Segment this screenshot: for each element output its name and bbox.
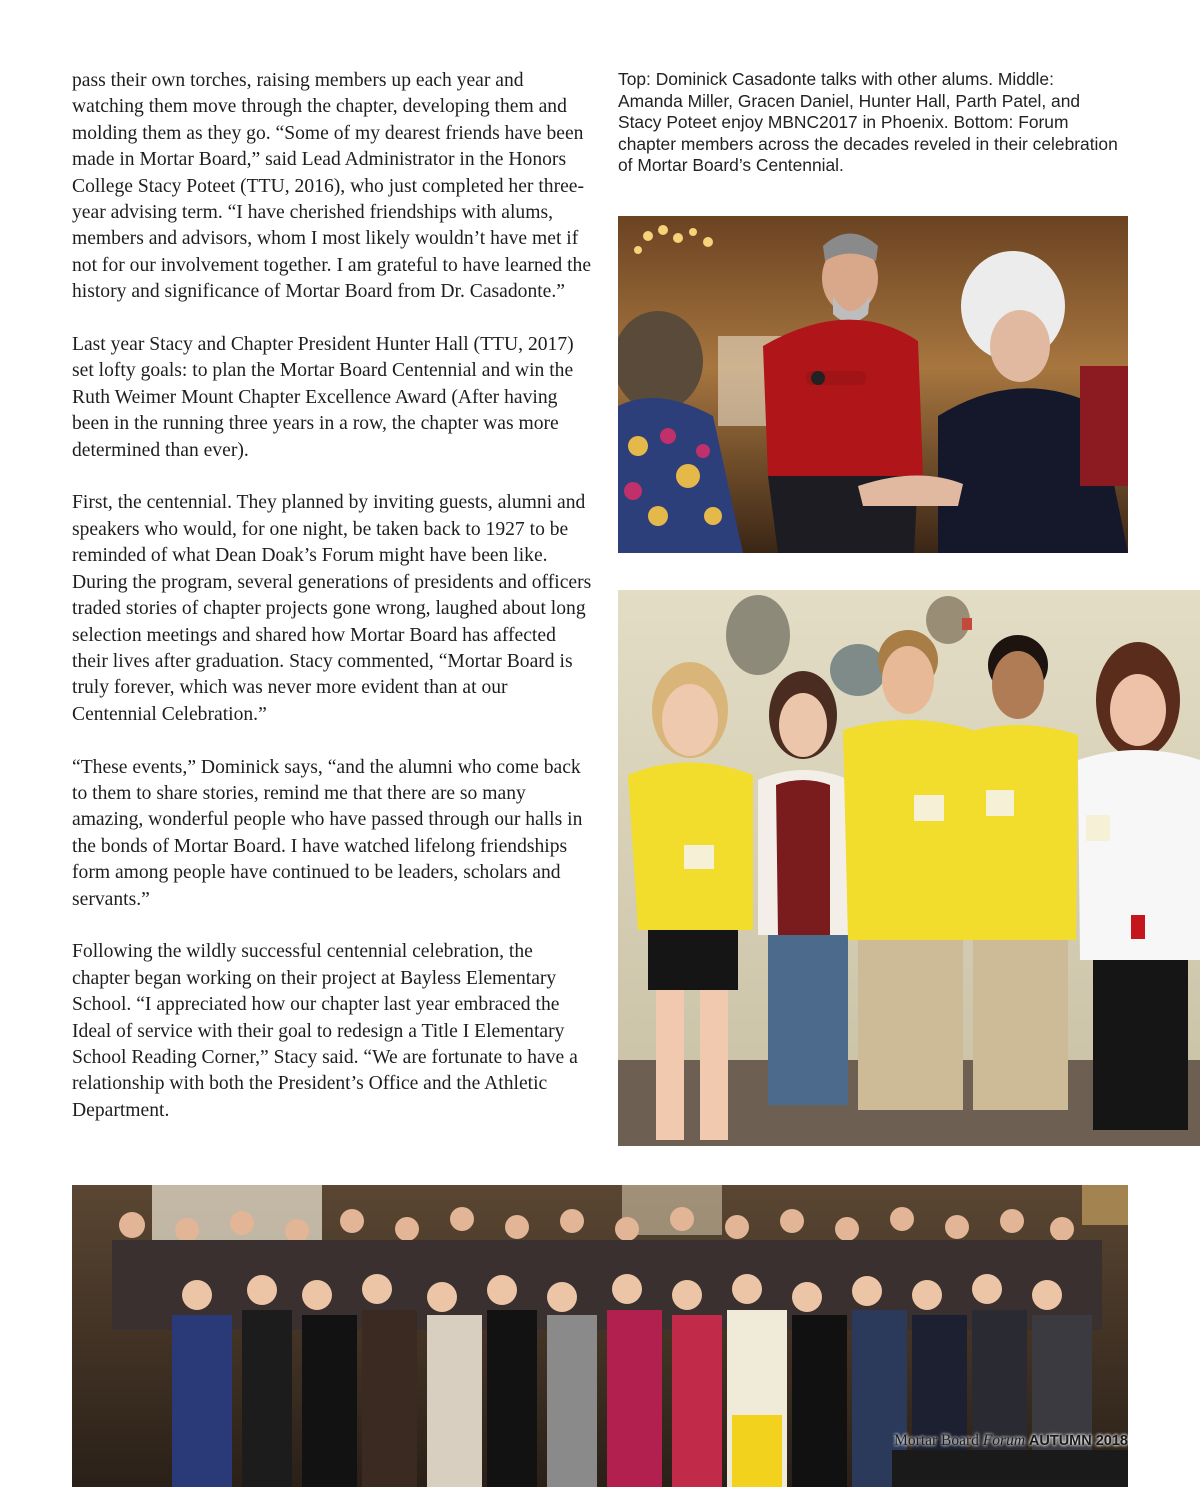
page-footer: [858, 1432, 1128, 1450]
photo-caption: Top: Dominick Casadonte talks with other alums. Middle: Amanda Miller, Gracen Daniel, Hunter Hall, Parth Patel, and Stacy Poteet enjoy MBNC2017 in Phoenix. Bottom: Forum chapter members across the decades reveled in their celebration of Mortar Board’s Centennial.: [618, 69, 1118, 175]
paragraph: pass their own torches, raising members up each year and watching them move through the chapter, developing them and molding them as they go. “Some of my dearest friends have been made in Mortar Board,” said Lead Administrator in the Honors College Stacy Poteet (TTU, 2016), who just completed her three-year advising term. “I have cherished friendships with alums, members and advisors, whom I most likely wouldn’t have met if not for our involvement together. I am grateful to have learned the history and significance of Mortar Board from Dr. Casadonte.”: [72, 70, 592, 303]
photo-middle: [618, 590, 1200, 1146]
paragraph: Following the wildly successful centennial celebration, the chapter began working on their project at Bayless Elementary School. “I appreciated how our chapter last year embraced the Ideal of service with their goal to redesign a Title I Elementary School Reading Corner,” Stacy said. “We are fortunate to have a relationship with both the President’s Office and the Athletic Department.: [72, 941, 578, 1121]
footer-magazine: Forum: [982, 1432, 1026, 1449]
paragraph: First, the centennial. They planned by inviting guests, alumni and speakers who would, for one night, be taken back to 1927 to be reminded of what Dean Doak’s Forum might have been like. During the program, several generations of presidents and officers traded stories of chapter projects gone wrong, laughed about long selection meetings and shared how Mortar Board has affected their lives after graduation. Stacy commented, “Mortar Board is truly forever, which was never more evident than at our Centennial Celebration.”: [72, 492, 592, 725]
footer-issue: AUTUMN 2018: [1028, 1433, 1128, 1449]
paragraph: Last year Stacy and Chapter President Hunter Hall (TTU, 2017) set lofty goals: to plan the Mortar Board Centennial and win the Ruth Weimer Mount Chapter Excellence Award (After having been in the running three years in a row, the chapter was more determined than ever).: [72, 334, 574, 461]
paragraph: “These events,” Dominick says, “and the alumni who come back to them to share stories, remind me that there are so many amazing, wonderful people who have passed through our halls in the bonds of Mortar Board. I have watched lifelong friendships form among people have continued to be leaders, scholars and servants.”: [72, 756, 583, 910]
photo-top: [618, 216, 1128, 553]
article-body: [72, 68, 592, 1151]
footer-publication: Mortar Board: [894, 1432, 979, 1449]
